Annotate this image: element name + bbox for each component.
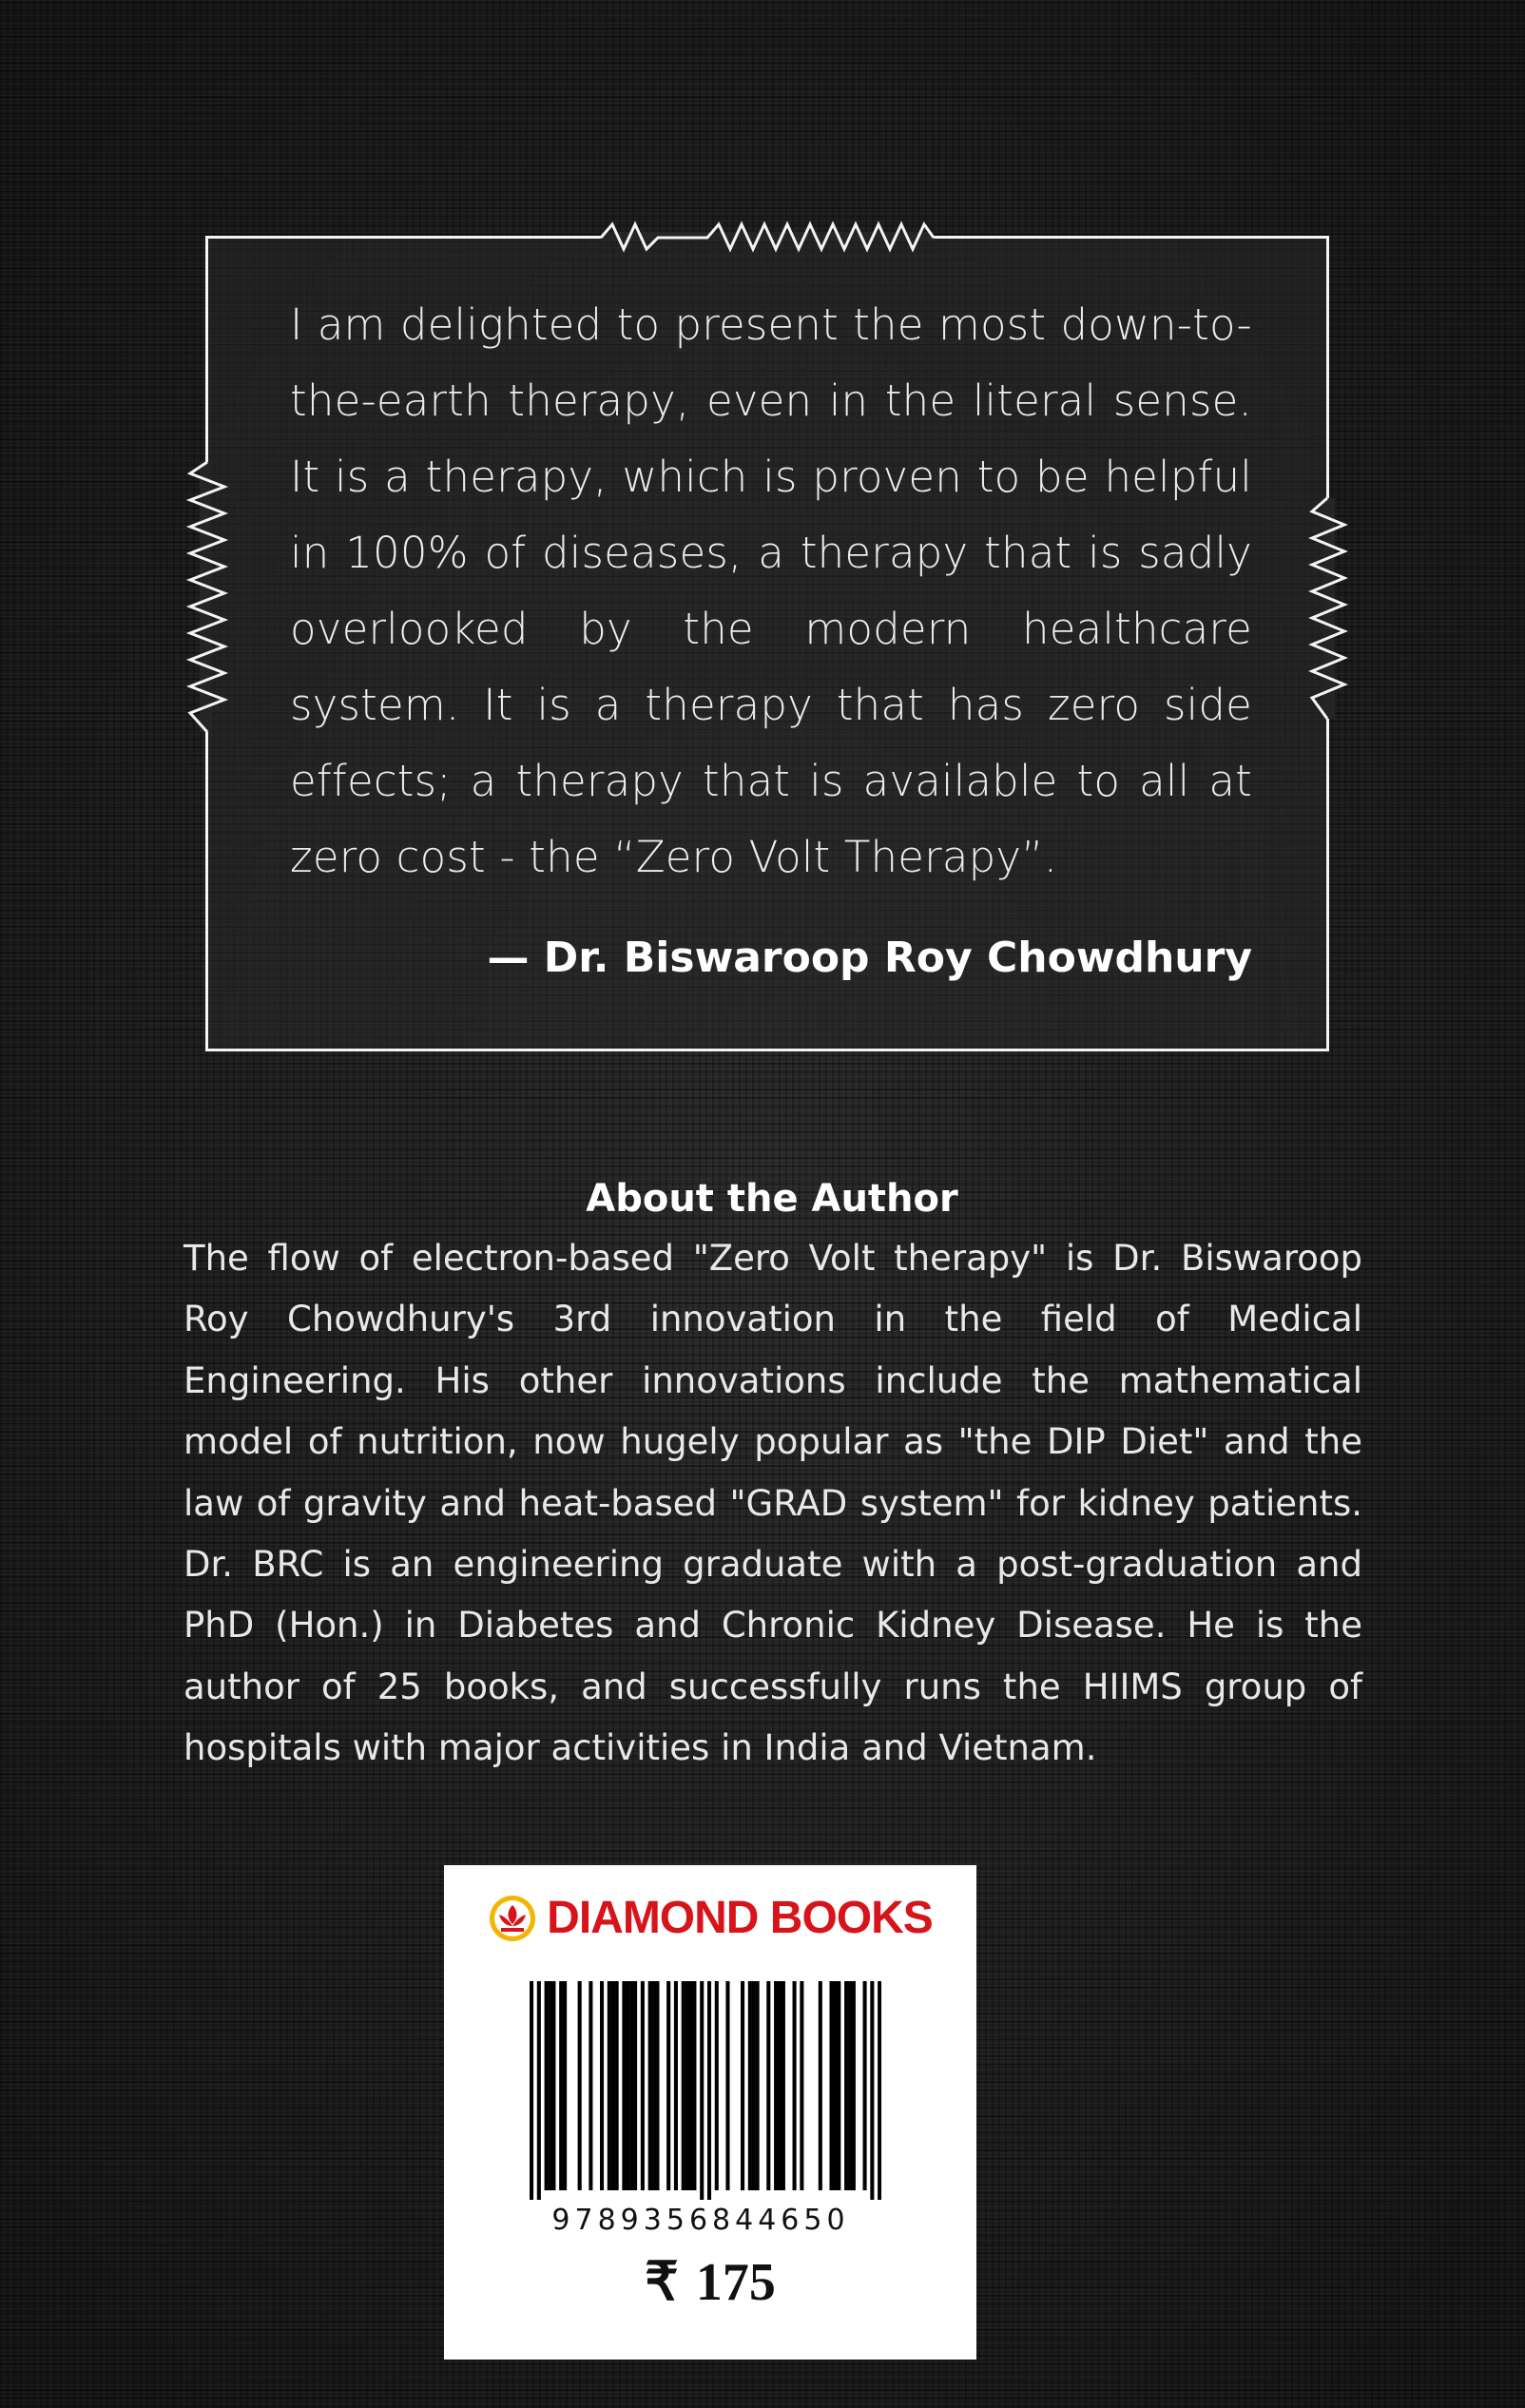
barcode-bar	[578, 1981, 582, 2190]
quote-attribution: — Dr. Biswaroop Roy Chowdhury	[487, 934, 1252, 982]
barcode-bar	[793, 1981, 797, 2190]
barcode-bar	[870, 1981, 874, 2200]
barcode-bar	[615, 1981, 619, 2190]
barcode-bar	[589, 1981, 592, 2190]
isbn-barcode	[530, 1981, 881, 2200]
quote-text: I am delighted to present the most down-to-the-earth therapy, even in the literal sense. It is a therapy, which is proven to be helpful in 100% of diseases, a therapy that is sadly overlooked by the modern healthcare system. It is a therapy that has zero side effects; a therapy that is available to all at zero cost - the “Zero Volt Therapy”.	[290, 299, 1252, 882]
barcode-bar	[829, 1981, 833, 2190]
price	[444, 2249, 976, 2316]
barcode-bar	[778, 1981, 782, 2190]
barcode-bar	[756, 1981, 760, 2190]
barcode-bar	[537, 1981, 541, 2200]
publisher-brand	[444, 1892, 976, 1945]
barcode-bar	[655, 1981, 659, 2190]
barcode-bar	[837, 1981, 840, 2190]
barcode-bar	[622, 1981, 626, 2190]
barcode-bar	[878, 1981, 881, 2200]
barcode-bar	[559, 1981, 563, 2190]
isbn-digits: 9789356844650	[551, 2204, 850, 2237]
barcode-label	[444, 1865, 976, 2360]
barcode-bar	[741, 1981, 744, 2190]
barcode-bar	[666, 1981, 670, 2190]
price-value: 175	[695, 2253, 776, 2312]
barcode-bar	[648, 1981, 652, 2190]
barcode-bar	[545, 1981, 549, 2190]
barcode-bar	[833, 1981, 837, 2190]
about-author-heading: About the Author	[586, 1177, 958, 1221]
barcode-bar	[725, 1981, 729, 2190]
barcode-bar	[766, 1981, 770, 2190]
barcode-bar	[611, 1981, 615, 2190]
barcode-bar	[633, 1981, 637, 2190]
publisher-name: DIAMOND BOOKS	[547, 1893, 933, 1943]
barcode-bar	[782, 1981, 785, 2190]
author-bio: The flow of electron-based "Zero Volt therapy" is Dr. Biswaroop Roy Chowdhury's 3rd innovation in the field of Medical Engineering. His other innovations include the mathematical model of nutrition, now hugely popular as "the DIP Diet" and the law of gravity and heat-based "GRAD system" for kidney patients. Dr. BRC is an engineering graduate with a post-graduation and PhD (Hon.) in Diabetes and Chronic Kidney Disease. He is the author of 25 books, and successfully runs the HIIMS group of hospitals with major activities in India and Vietnam.	[183, 1238, 1362, 1769]
barcode-bar	[774, 1981, 778, 2190]
barcode-bar	[863, 1981, 867, 2190]
barcode-bar	[530, 1981, 533, 2200]
barcode-bar	[692, 1981, 696, 2190]
barcode-bar	[608, 1981, 611, 2190]
barcode-bar	[641, 1981, 645, 2190]
barcode-bar	[715, 1981, 719, 2190]
barcode-bar	[652, 1981, 656, 2190]
diamond-books-lotus-logo-icon	[488, 1894, 537, 1943]
barcode-bar	[548, 1981, 551, 2190]
barcode-bar	[685, 1981, 689, 2190]
barcode-bar	[688, 1981, 692, 2190]
barcode-bar	[629, 1981, 633, 2190]
barcode-bar	[700, 1981, 704, 2200]
barcode-bar	[626, 1981, 629, 2190]
barcode-bar	[551, 1981, 555, 2190]
barcode-bar	[707, 1981, 711, 2200]
barcode-bar	[674, 1981, 678, 2190]
barcode-bar	[563, 1981, 567, 2190]
barcode-bar	[800, 1981, 803, 2190]
barcode-bar	[848, 1981, 852, 2190]
barcode-bar	[748, 1981, 752, 2190]
barcode-bar	[844, 1981, 848, 2190]
price-currency-symbol: ₹	[645, 2253, 679, 2312]
barcode-bar	[852, 1981, 856, 2190]
barcode-bar	[819, 1981, 822, 2190]
barcode-bar	[682, 1981, 685, 2190]
barcode-bar	[752, 1981, 756, 2190]
barcode-bar	[600, 1981, 604, 2190]
